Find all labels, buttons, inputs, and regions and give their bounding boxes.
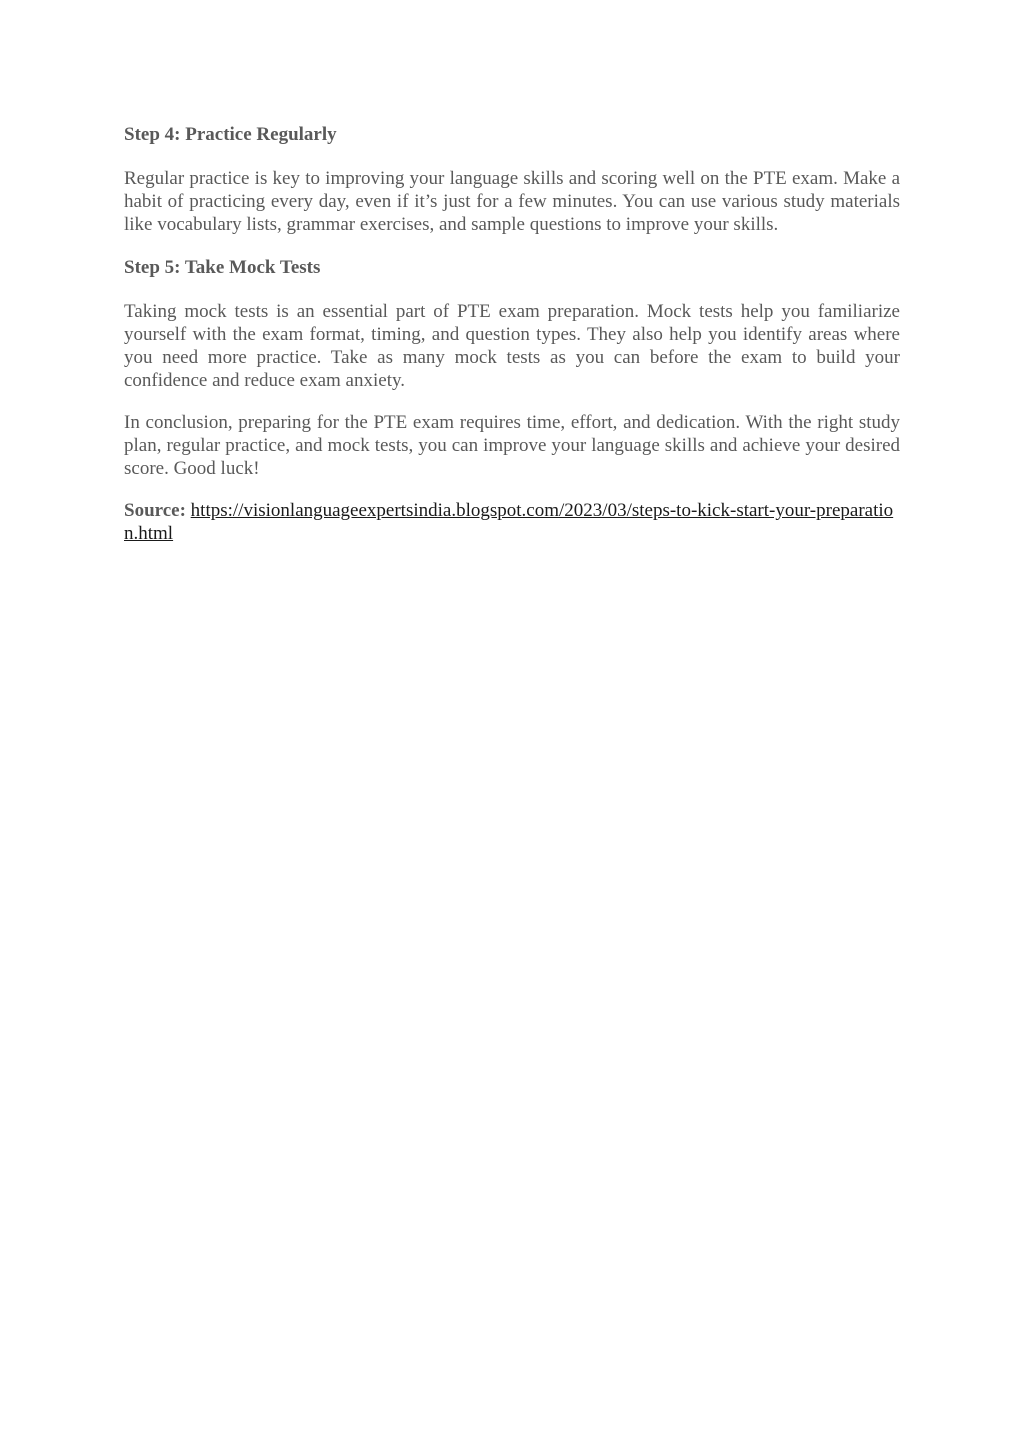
source-link[interactable]: https://visionlanguageexpertsindia.blogspot.com/2023/03/steps-to-kick-start-your-preparation.html xyxy=(124,500,894,544)
step-4-heading: Step 4: Practice Regularly xyxy=(124,124,337,145)
document-page xyxy=(124,122,900,545)
step-4-paragraph: Regular practice is key to improving your language skills and scoring well on the PTE exam. Make a habit of practicing every day, even if it’s just for a few minutes. You can use various study materials like vocabulary lists, grammar exercises, and sample questions to improve your skills. xyxy=(124,168,900,235)
source-label: Source: xyxy=(124,500,186,521)
source-line xyxy=(124,499,900,545)
step-5-paragraph: Taking mock tests is an essential part of PTE exam preparation. Mock tests help you familiarize yourself with the exam format, timing, and question types. They also help you identify areas where you need more practice. Take as many mock tests as you can before the exam to build your confidence and reduce exam anxiety. xyxy=(124,301,900,391)
conclusion-paragraph: In conclusion, preparing for the PTE exam requires time, effort, and dedication. With the right study plan, regular practice, and mock tests, you can improve your language skills and achieve your desired score. Good luck! xyxy=(124,412,900,479)
step-5-heading: Step 5: Take Mock Tests xyxy=(124,257,321,278)
